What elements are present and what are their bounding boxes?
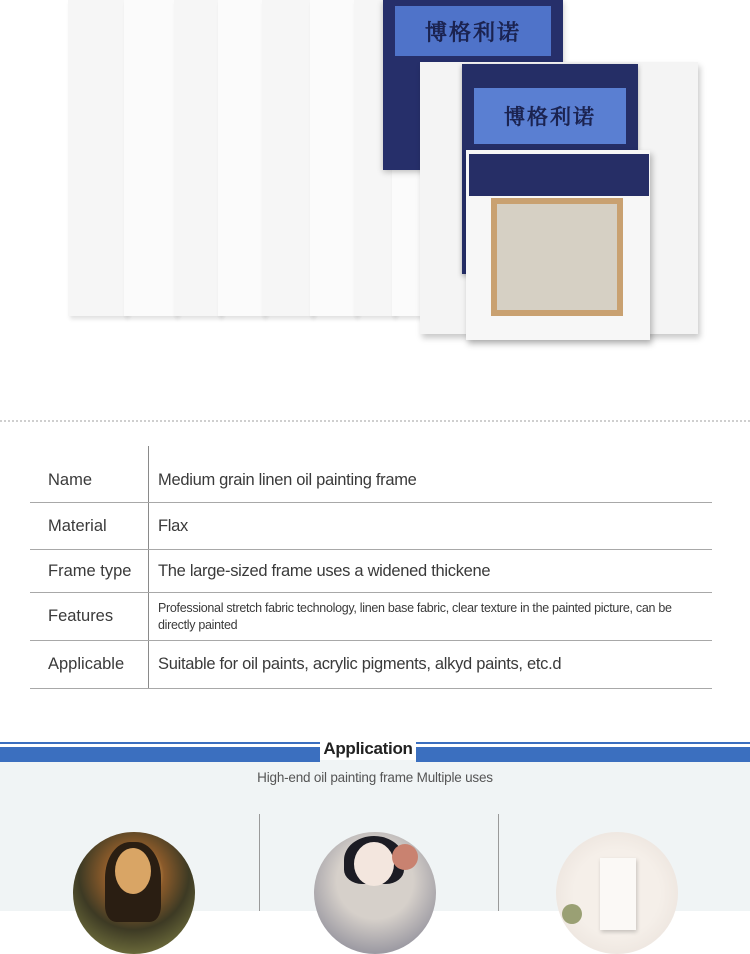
spec-key: Name: [48, 470, 93, 489]
column-divider: [259, 814, 260, 911]
canvas-wrap: [469, 154, 649, 196]
spec-row-material: [30, 503, 712, 550]
linen-back: [491, 198, 623, 316]
spec-value: Suitable for oil paints, acrylic pigments, alkyd paints, etc.d: [158, 655, 562, 673]
spec-row-frame-type: [30, 550, 712, 593]
spec-row-applicable: [30, 641, 712, 689]
application-section: [0, 740, 750, 911]
header-bar-right: [416, 742, 750, 760]
header-bar-left: [0, 742, 320, 760]
application-subtitle: High-end oil painting frame Multiple uses: [257, 770, 493, 785]
spec-value: Medium grain linen oil painting frame: [158, 470, 417, 489]
product-hero-image: [0, 0, 750, 380]
small-canvas-frame: [466, 150, 650, 340]
illustration-girl-image: [314, 832, 436, 954]
spec-key: Features: [48, 607, 114, 625]
dotted-divider: [0, 420, 750, 422]
spec-value: Flax: [158, 516, 188, 535]
spec-key: Frame type: [48, 561, 132, 580]
spec-key: Applicable: [48, 655, 125, 673]
application-title: Application: [323, 739, 413, 758]
spec-row-name: [30, 458, 712, 503]
blank-canvas-image: [556, 832, 678, 954]
brand-label-front: 博格利诺: [474, 88, 626, 144]
column-divider: [498, 814, 499, 911]
spec-key: Material: [48, 516, 107, 535]
brand-label: 博格利诺: [395, 6, 551, 56]
spec-row-features: [30, 593, 712, 641]
mona-lisa-image: [73, 832, 195, 954]
spec-value: The large-sized frame uses a widened thickene: [158, 561, 491, 580]
spec-value: Professional stretch fabric technology, linen base fabric, clear texture in the painted picture, can be directly painted: [158, 600, 672, 632]
application-header-band: [0, 740, 750, 760]
